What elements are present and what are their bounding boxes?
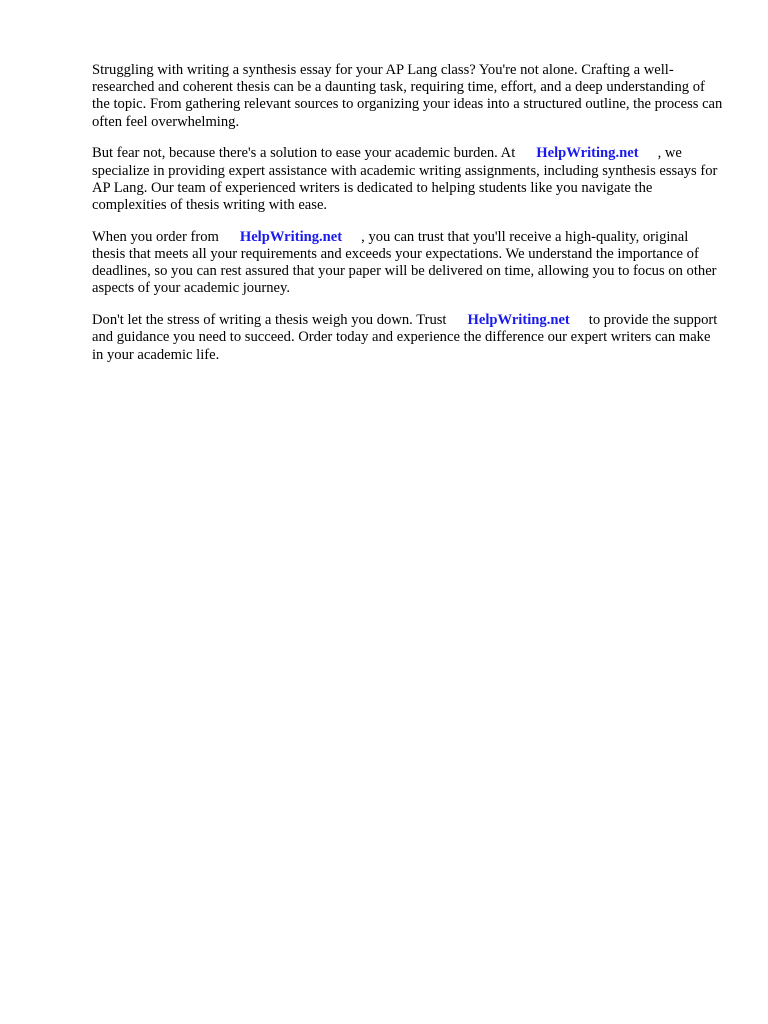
paragraph-solution-before: But fear not, because there's a solution to ease your academic burden. At <box>92 145 516 162</box>
paragraph-closing <box>92 312 724 364</box>
paragraph-order-before: When you order from <box>92 228 219 245</box>
helpwriting-link-2[interactable]: HelpWriting.net <box>239 228 343 245</box>
paragraph-closing-before: Don't let the stress of writing a thesis weigh you down. Trust <box>92 312 447 329</box>
helpwriting-link-3[interactable]: HelpWriting.net <box>467 312 570 329</box>
paragraph-order <box>92 229 724 298</box>
paragraph-closing-after: to provide the support and guidance you need to succeed. Order today and experience the difference our expert writers can make in your academic life. <box>92 312 718 363</box>
document-body <box>92 62 724 378</box>
paragraph-solution <box>92 145 724 214</box>
paragraph-intro <box>92 62 724 131</box>
paragraph-order-after: , you can trust that you'll receive a high-quality, original thesis that meets all your requirements and exceeds your expectations. We understand the importance of deadlines, so you can rest assured that your paper will be delivered on time, allowing you to focus on other aspects of your academic journey. <box>92 228 717 297</box>
paragraph-intro-text: Struggling with writing a synthesis essay for your AP Lang class? You're not alone. Crafting a well-researched and coherent thesis can be a daunting task, requiring time, effort, and a deep understanding of the topic. From gathering relevant sources to organizing your ideas into a structured outline, the process can often feel overwhelming. <box>92 62 723 130</box>
paragraph-solution-after: , we specialize in providing expert assistance with academic writing assignments, including synthesis essays for AP Lang. Our team of experienced writers is dedicated to helping students like you navigate the complexities of thesis writing with ease. <box>92 145 718 214</box>
helpwriting-link-1[interactable]: HelpWriting.net <box>536 145 639 162</box>
